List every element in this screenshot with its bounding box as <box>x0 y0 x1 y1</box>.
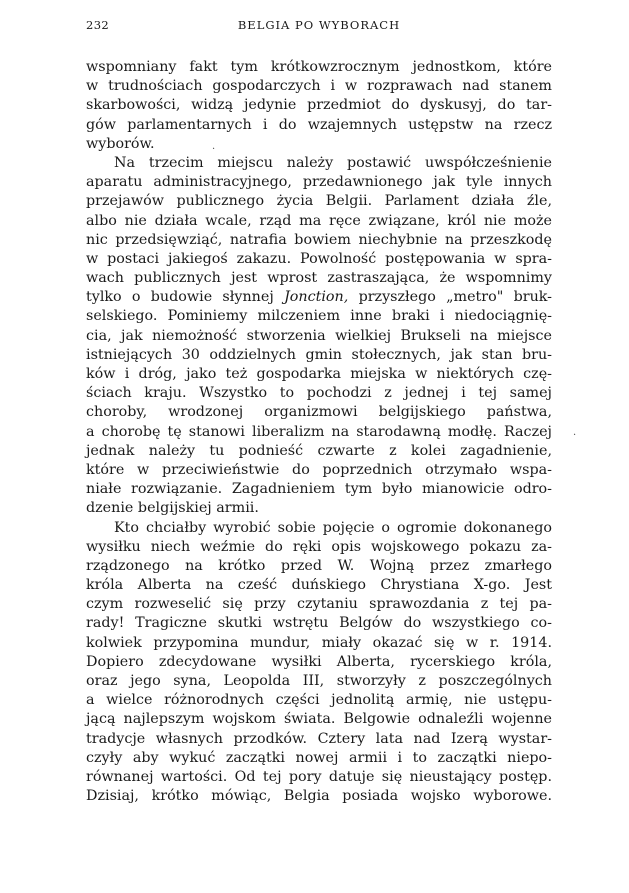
text-line: gów parlamentarnych i do wzajemnych ustępstw na rzecz <box>86 116 552 133</box>
text-line: oraz jego syna, Leopolda III, stworzyły z poszczególnych <box>86 673 552 689</box>
text-line: Na trzecim miejscu należy postawić uwspółcześnienie <box>114 154 552 171</box>
print-speck: · <box>212 144 216 155</box>
text-line: niałe rozwiązanie. Zagadnieniem tym było mianowicie odro- <box>86 481 552 498</box>
text-line: choroby, wrodzonej organizmowi belgijskiego państwa, <box>86 404 552 421</box>
text-line-with-italic <box>86 288 552 307</box>
paragraph <box>86 519 552 807</box>
text-line: przejawów publicznego życia Belgii. Parlament działa źle, <box>86 193 552 210</box>
text-line: tradycje własnych przodków. Cztery lata nad Izerą wystar- <box>86 730 552 747</box>
text-line: ściach kraju. Wszystko to pochodzi z jednej i tej samej <box>86 385 552 402</box>
text-line: jącą najlepszym wojskom świata. Belgowie odnaleźli wojenne <box>86 711 552 728</box>
text-line: istniejących 30 oddzielnych gmin stołecznych, jak stan bru- <box>86 346 552 363</box>
paragraph <box>86 58 552 154</box>
paragraph <box>86 154 552 519</box>
text-line: jednak należy tu podnieść czwarte z kolei zagadnienie, <box>86 442 552 459</box>
text-line: nic przedsięwziąć, natrafia bowiem niechybnie na przeszkodę <box>86 231 552 248</box>
text-line: wach publicznych jest wprost zastraszająca, że wspomnimy <box>86 270 552 287</box>
text-line: cia, jak niemożność stworzenia wielkiej Brukseli na miejsce <box>86 327 552 344</box>
text-line: selskiego. Pominiemy milczeniem inne braki i niedociągnię- <box>86 308 552 325</box>
text-line: w postaci jakiegoś zakazu. Powolność postępowania w spra- <box>86 250 552 267</box>
text-line: albo nie działa wcale, rząd ma ręce związane, król nie może <box>86 212 552 229</box>
book-page <box>86 18 552 806</box>
text-line: skarbowości, widzą jedynie przedmiot do dyskusyj, do tar- <box>86 97 552 114</box>
text-line: wyborów. <box>86 135 155 152</box>
text-line: a chorobę tę stanowi liberalizm na starodawną modłę. Raczej <box>86 423 552 440</box>
text-line: czym rozweselić się przy czytaniu sprawozdania z tej pa- <box>86 596 552 613</box>
italic-term: Jonction, <box>284 289 349 306</box>
text-line: dzenie belgijskiej armii. <box>86 500 259 517</box>
text-line: wysiłku niech weźmie do ręki opis wojskowego pokazu za- <box>86 538 552 555</box>
text-segment: przyszłego „metro" bruk- <box>358 289 553 306</box>
page-body <box>86 58 552 806</box>
text-line: Dopiero zdecydowane wysiłki Alberta, rycerskiego króla, <box>86 653 552 670</box>
running-title: BELGIA PO WYBORACH <box>237 18 401 32</box>
text-line: wspomniany fakt tym krótkowzrocznym jednostkom, które <box>86 59 552 75</box>
page-number: 232 <box>86 18 110 32</box>
print-speck: · <box>573 430 577 441</box>
text-line: czyły aby wykuć zaczątki nowej armii i to zaczątki niepo- <box>86 749 552 766</box>
text-line: kolwiek przypomina mundur, miały okazać się w r. 1914. <box>86 634 552 651</box>
text-line: Kto chciałby wyrobić sobie pojęcie o ogromie dokonanego <box>114 519 552 536</box>
text-line: rady! Tragiczne skutki wstrętu Belgów do wszystkiego co- <box>86 615 552 632</box>
text-line: w trudnościach gospodarczych i w rozprawach nad stanem <box>86 78 552 95</box>
text-line: Dzisiaj, krótko mówiąc, Belgia posiada wojsko wyborowe. <box>86 788 552 805</box>
text-line: aparatu administracyjnego, przedawnionego jak tyle innych <box>86 174 552 191</box>
text-line: króla Alberta na cześć duńskiego Chrystiana X-go. Jest <box>86 577 552 594</box>
text-line: a wielce różnorodnych części jednolitą armię, nie ustępu- <box>86 692 552 709</box>
text-line: które w przeciwieństwie do poprzednich otrzymało wspa- <box>86 461 552 478</box>
text-line: ków i dróg, jako też gospodarka miejska w niektórych czę- <box>86 366 552 382</box>
text-line: rządzonego na krótko przed W. Wojną przez zmarłego <box>86 557 552 574</box>
page-header <box>86 18 552 38</box>
text-segment: tylko o budowie słynnej <box>86 289 274 306</box>
text-line: równanej wartości. Od tej pory datuje się nieustający postęp. <box>86 768 552 785</box>
